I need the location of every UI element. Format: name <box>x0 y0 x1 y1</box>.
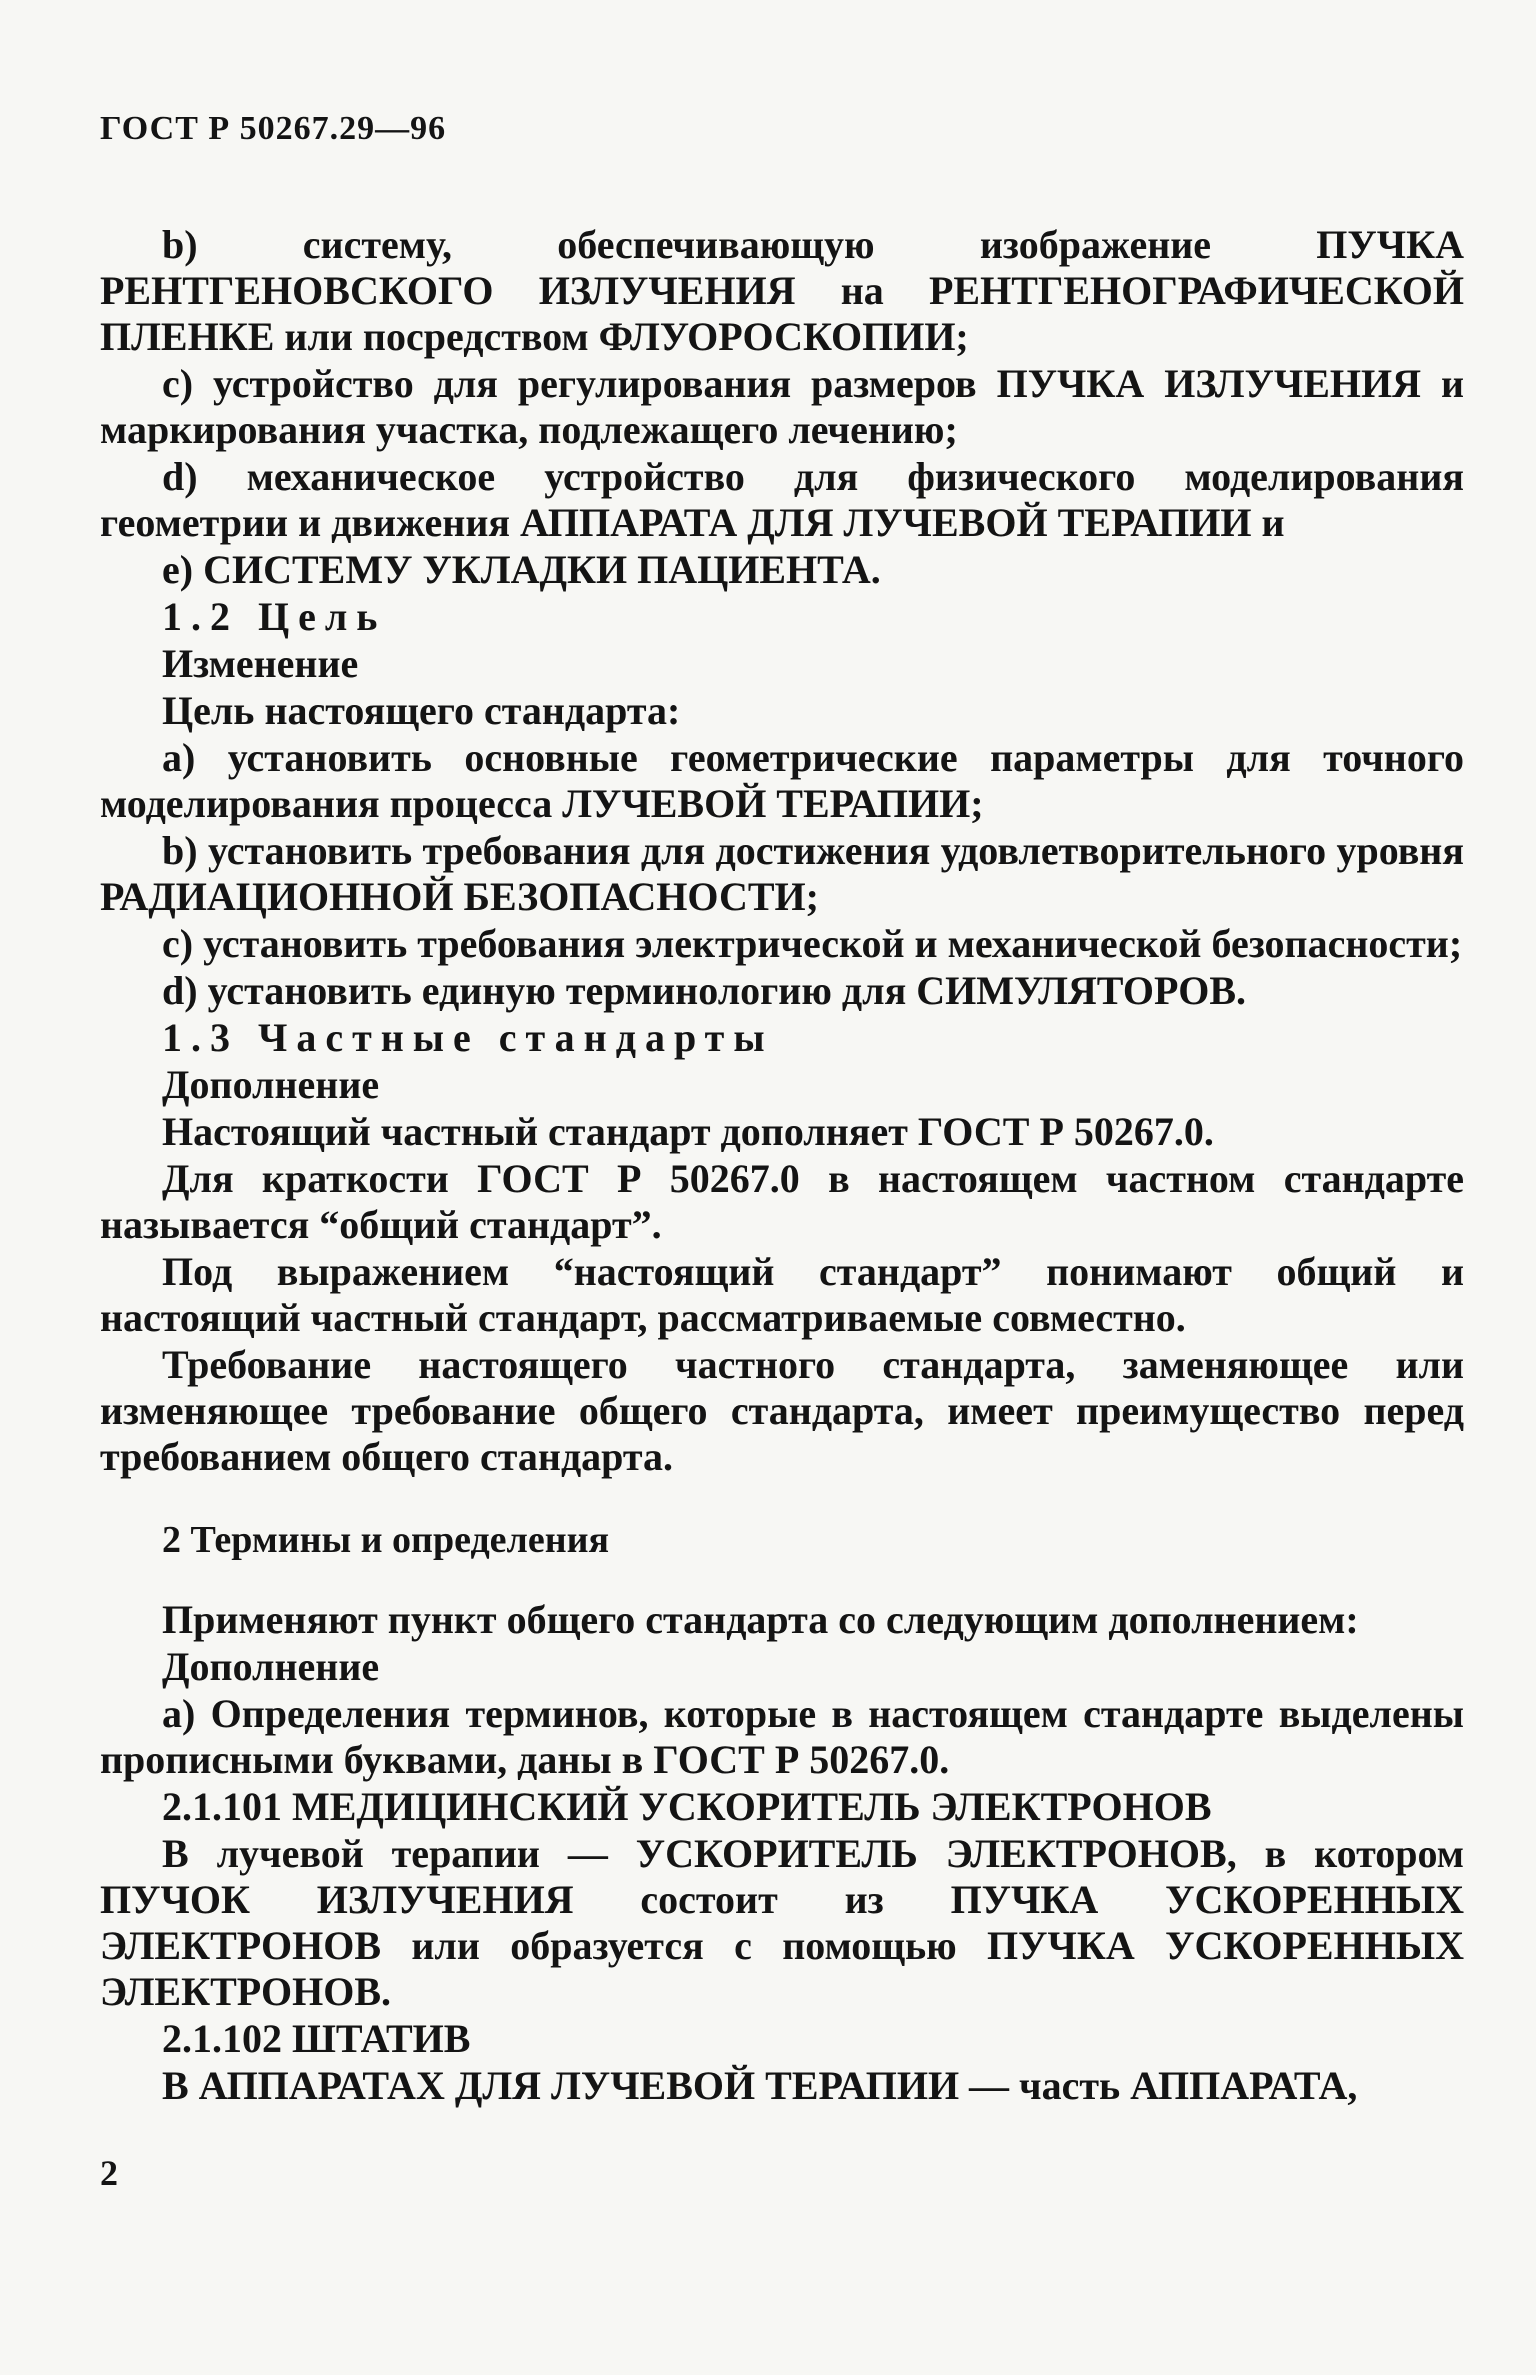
page-number: 2 <box>100 2153 118 2193</box>
paragraph: c) устройство для регулирования размеров ПУЧКА ИЗЛУЧЕНИЯ и маркирования участка, подлежащего лечению; <box>100 361 1464 452</box>
paragraph: c) установить требования электрической и механической безопасности; <box>162 921 1463 966</box>
paragraph: Под выражением “настоящий стандарт” понимают общий и настоящий частный стандарт, рассматриваемые совместно. <box>100 1249 1464 1340</box>
paragraph: a) установить основные геометрические параметры для точного моделирования процесса ЛУЧЕВОЙ ТЕРАПИИ; <box>100 735 1464 826</box>
section-heading: 2 Термины и определения <box>162 1519 610 1561</box>
paragraph: В лучевой терапии — УСКОРИТЕЛЬ ЭЛЕКТРОНОВ, в котором ПУЧОК ИЗЛУЧЕНИЯ состоит из ПУЧКА УСКОРЕННЫХ ЭЛЕКТРОНОВ или образуется с помощью ПУЧКА УСКОРЕННЫХ ЭЛЕКТРОНОВ. <box>100 1831 1464 2014</box>
paragraph: В АППАРАТАХ ДЛЯ ЛУЧЕВОЙ ТЕРАПИИ — часть АППАРАТА, <box>162 2063 1358 2108</box>
paragraph: Для краткости ГОСТ Р 50267.0 в настоящем частном стандарте называется “общий стандарт”. <box>100 1156 1464 1247</box>
paragraph: e) СИСТЕМУ УКЛАДКИ ПАЦИЕНТА. <box>162 547 881 592</box>
page-content <box>100 222 1464 2110</box>
paragraph: Изменение <box>162 641 359 686</box>
paragraph: d) установить единую терминологию для СИМУЛЯТОРОВ. <box>162 968 1247 1013</box>
paragraph: Цель настоящего стандарта: <box>162 688 681 733</box>
subsection-heading: 1.2 Цель <box>162 594 387 639</box>
paragraph: Дополнение <box>162 1644 380 1689</box>
paragraph: Требование настоящего частного стандарта, заменяющее или изменяющее требование общего стандарта, имеет преимущество перед требованием общего стандарта. <box>100 1342 1464 1479</box>
subsection-heading: 1.3 Частные стандарты <box>162 1015 774 1060</box>
paragraph: b) установить требования для достижения удовлетворительного уровня РАДИАЦИОННОЙ БЕЗОПАСНОСТИ; <box>100 828 1464 919</box>
paragraph: Применяют пункт общего стандарта со следующим дополнением: <box>162 1597 1359 1642</box>
paragraph: Настоящий частный стандарт дополняет ГОСТ Р 50267.0. <box>162 1109 1214 1154</box>
paragraph: b) систему, обеспечивающую изображение ПУЧКА РЕНТГЕНОВСКОГО ИЗЛУЧЕНИЯ на РЕНТГЕНОГРАФИЧЕСКОЙ ПЛЕНКЕ или посредством ФЛУОРОСКОПИИ; <box>100 222 1464 359</box>
term-heading: 2.1.102 ШТАТИВ <box>162 2016 471 2061</box>
paragraph: a) Определения терминов, которые в настоящем стандарте выделены прописными буквами, даны в ГОСТ Р 50267.0. <box>100 1691 1464 1782</box>
spacer <box>100 1481 1464 1507</box>
page-header: ГОСТ Р 50267.29—96 <box>100 110 447 147</box>
term-heading: 2.1.101 МЕДИЦИНСКИЙ УСКОРИТЕЛЬ ЭЛЕКТРОНОВ <box>162 1784 1212 1829</box>
paragraph: Дополнение <box>162 1062 380 1107</box>
paragraph: d) механическое устройство для физического моделирования геометрии и движения АППАРАТА ДЛЯ ЛУЧЕВОЙ ТЕРАПИИ и <box>100 454 1464 545</box>
